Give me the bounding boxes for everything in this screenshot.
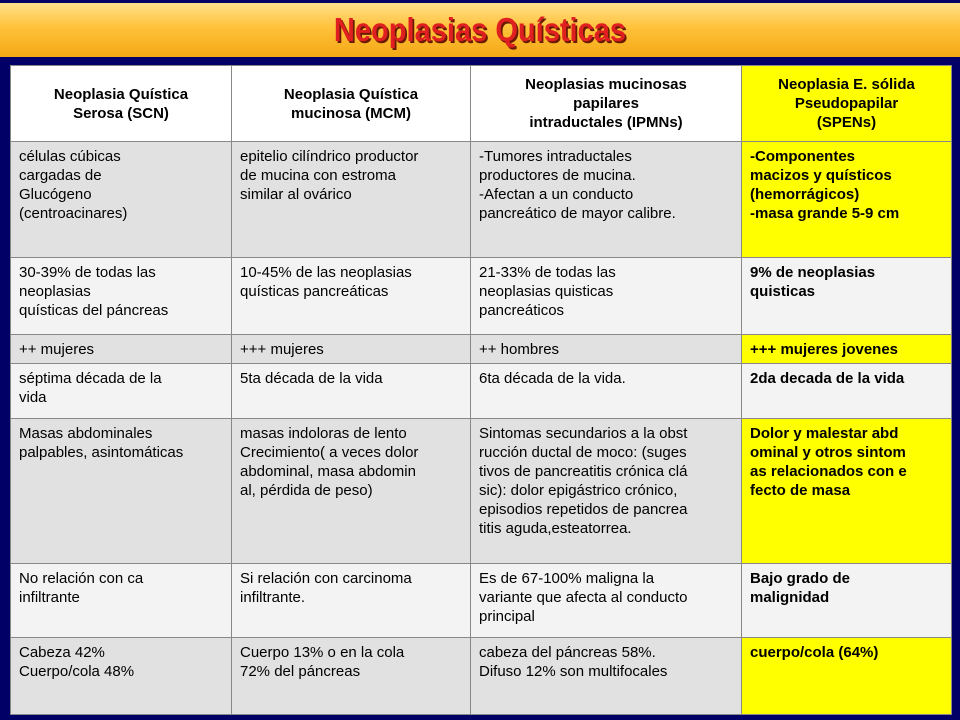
table-cell: 6ta década de la vida. [471, 364, 742, 419]
comparison-table [10, 65, 952, 715]
table-cell: ++ hombres [471, 335, 742, 364]
table-cell: células cúbicas cargadas de Glucógeno (centroacinares) [11, 142, 232, 258]
title-bar [0, 3, 960, 57]
table-cell: 21-33% de todas las neoplasias quisticas pancreáticos [471, 258, 742, 335]
table-cell: Sintomas secundarios a la obst rucción ductal de moco: (suges tivos de pancreatitis crónica clá sic): dolor epigástrico crónico, episodios repetidos de pancrea titis aguda,esteatorrea. [471, 419, 742, 564]
table-row [11, 335, 952, 364]
table-row [11, 638, 952, 715]
table-cell: 9% de neoplasias quisticas [742, 258, 952, 335]
table-row [11, 258, 952, 335]
table-cell: +++ mujeres [232, 335, 471, 364]
header-mcm: Neoplasia Quística mucinosa (MCM) [232, 66, 471, 142]
table-cell: +++ mujeres jovenes [742, 335, 952, 364]
header-ipmn: Neoplasias mucinosas papilares intraductales (IPMNs) [471, 66, 742, 142]
table-cell: epitelio cilíndrico productor de mucina con estroma similar al ovárico [232, 142, 471, 258]
header-spen: Neoplasia E. sólida Pseudopapilar (SPENs) [742, 66, 952, 142]
table-cell: Cuerpo 13% o en la cola 72% del páncreas [232, 638, 471, 715]
table-row [11, 564, 952, 638]
table-cell: séptima década de la vida [11, 364, 232, 419]
table-cell: masas indoloras de lento Crecimiento( a veces dolor abdominal, masa abdomin al, pérdida de peso) [232, 419, 471, 564]
table-row [11, 419, 952, 564]
header-scn: Neoplasia Quística Serosa (SCN) [11, 66, 232, 142]
table-cell: cabeza del páncreas 58%. Difuso 12% son multifocales [471, 638, 742, 715]
table-cell: -Componentes macizos y quísticos (hemorrágicos) -masa grande 5-9 cm [742, 142, 952, 258]
table-cell: No relación con ca infiltrante [11, 564, 232, 638]
table-cell: ++ mujeres [11, 335, 232, 364]
table-row [11, 142, 952, 258]
table-cell: cuerpo/cola (64%) [742, 638, 952, 715]
table-cell: 10-45% de las neoplasias quísticas pancreáticas [232, 258, 471, 335]
table-cell: Cabeza 42% Cuerpo/cola 48% [11, 638, 232, 715]
header-row [11, 66, 952, 142]
table-cell: -Tumores intraductales productores de mucina. -Afectan a un conducto pancreático de mayor calibre. [471, 142, 742, 258]
table-row [11, 364, 952, 419]
table-cell: Si relación con carcinoma infiltrante. [232, 564, 471, 638]
table-cell: 30-39% de todas las neoplasias quísticas del páncreas [11, 258, 232, 335]
table-cell: Masas abdominales palpables, asintomáticas [11, 419, 232, 564]
table-cell: 2da decada de la vida [742, 364, 952, 419]
table-cell: Dolor y malestar abd ominal y otros sintom as relacionados con e fecto de masa [742, 419, 952, 564]
table-cell: 5ta década de la vida [232, 364, 471, 419]
slide-title: Neoplasias Quísticas [333, 11, 627, 48]
table-cell: Bajo grado de malignidad [742, 564, 952, 638]
table-cell: Es de 67-100% maligna la variante que afecta al conducto principal [471, 564, 742, 638]
